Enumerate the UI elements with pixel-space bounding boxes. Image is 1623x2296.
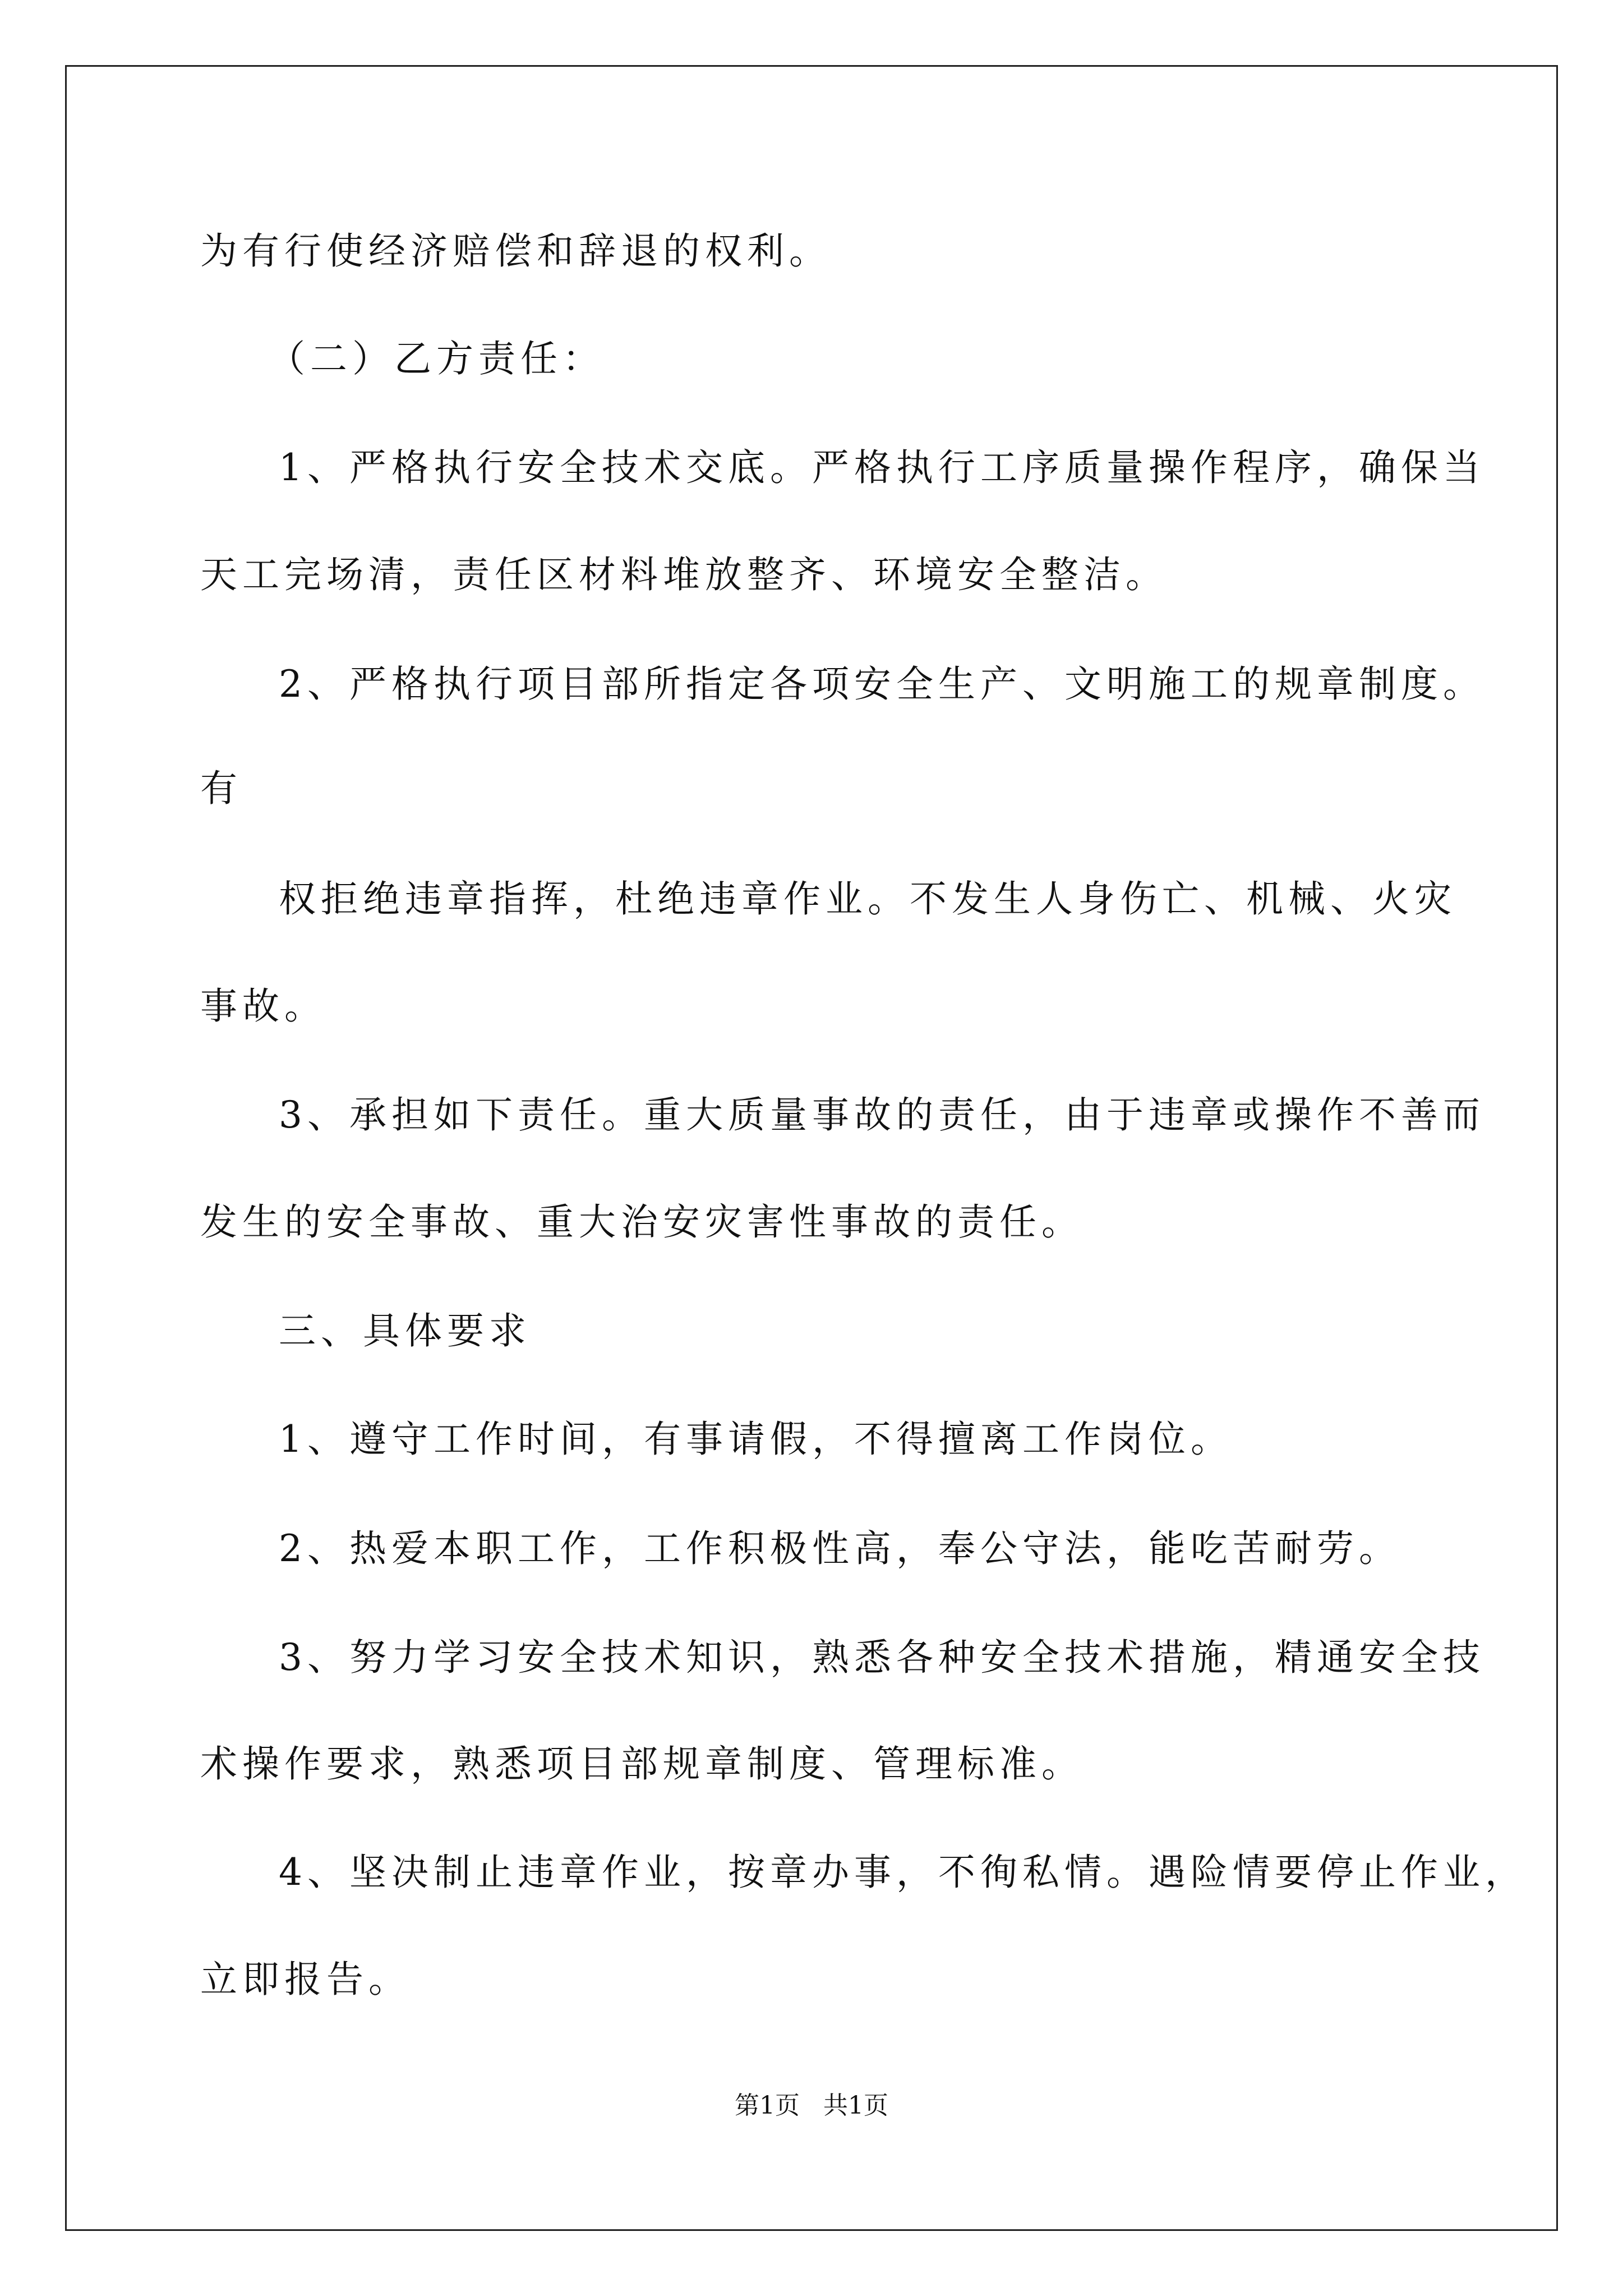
text-line-4: 天工完场清，责任区材料堆放整齐、环境安全整洁。 <box>200 553 1168 596</box>
text-line-15: 术操作要求，熟悉项目部规章制度、管理标准。 <box>200 1742 1083 1786</box>
text-line-16: 4、坚决制止违章作业，按章办事，不徇私情。遇险情要停止作业， <box>279 1851 1527 1894</box>
section-heading-requirements: 三、具体要求 <box>279 1309 531 1352</box>
text-line-17: 立即报告。 <box>200 1958 411 2001</box>
text-line-9: 3、承担如下责任。重大质量事故的责任，由于违章或操作不善而 <box>279 1093 1485 1137</box>
text-line-5: 2、严格执行项目部所指定各项安全生产、文明施工的规章制度。 <box>279 662 1485 706</box>
text-line-12: 1、遵守工作时间，有事请假，不得擅离工作岗位。 <box>279 1418 1233 1461</box>
text-line-3: 1、严格执行安全技术交底。严格执行工序质量操作程序，确保当 <box>279 446 1485 489</box>
text-line-8: 事故。 <box>200 984 326 1028</box>
section-heading-party-b: （二）乙方责任： <box>268 337 605 380</box>
page-border <box>65 65 1558 2231</box>
text-line-1: 为有行使经济赔偿和辞退的权利。 <box>200 229 831 273</box>
text-line-7: 权拒绝违章指挥，杜绝违章作业。不发生人身伤亡、机械、火灾 <box>279 877 1456 921</box>
text-line-13: 2、热爱本职工作，工作积极性高，奉公守法，能吃苦耐劳。 <box>279 1527 1401 1570</box>
text-line-6: 有 <box>200 767 242 810</box>
text-line-14: 3、努力学习安全技术知识，熟悉各种安全技术措施，精通安全技 <box>279 1636 1485 1679</box>
page-footer: 第1页 共1页 <box>735 2091 888 2120</box>
text-line-10: 发生的安全事故、重大治安灾害性事故的责任。 <box>200 1200 1083 1244</box>
